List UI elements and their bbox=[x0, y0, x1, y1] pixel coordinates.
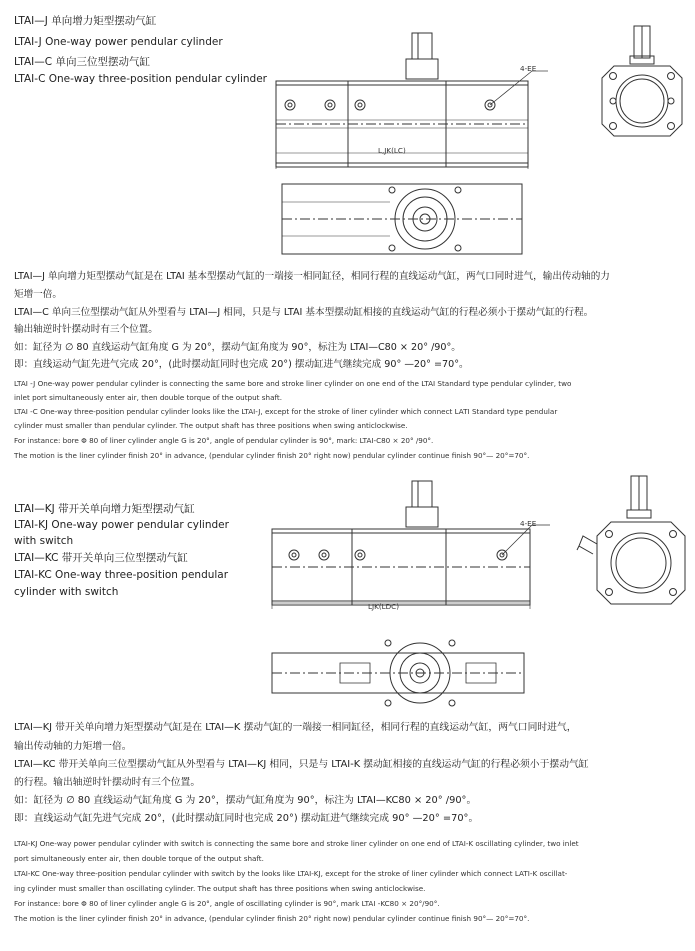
en-line: cylinder must smaller than pendular cylinder. The output shaft has three positions when swing anticlockwise. bbox=[14, 421, 408, 430]
en-line: LTAI-KJ One-way power pendular cylinder with switch is connecting the same bore and stroke liner cylinder on one end of LTAI-K oscillating cylinder, two inlet bbox=[14, 839, 579, 848]
side-view-drawing-1 bbox=[270, 25, 550, 175]
zh-line: LTAI—KJ 带开关单向增力矩型摆动气缸是在 LTAI—K 摆动气缸的一端接一相同缸径，相同行程的直线运动气缸，两气口同时进气， bbox=[14, 722, 577, 733]
title-ltai-kj-en-2: with switch bbox=[14, 535, 74, 547]
title-ltai-kj-zh: LTAI—KJ 带开关单向增力矩型摆动气缸 bbox=[14, 503, 195, 515]
title-ltai-j-en: LTAI-J One-way power pendular cylinder bbox=[14, 36, 223, 48]
zh-line: LTAI—J 单向增力矩型摆动气缸是在 LTAI 基本型摆动气缸的一端接一相同缸径，相同行程的直线运动气缸，两气口同时进气，输出传动轴的力 bbox=[14, 271, 610, 282]
title-ltai-kc-en: LTAI-KC One-way three-position pendular bbox=[14, 569, 229, 581]
zh-line: LTAI—C 单向三位型摆动气缸从外型看与 LTAI—J 相同，只是与 LTAI 基本型摆动缸相接的直线运动气缸的行程必须小于摆动气缸的行程。 bbox=[14, 307, 594, 318]
title-ltai-c-en: LTAI-C One-way three-position pendular cylinder bbox=[14, 73, 267, 85]
en-line: inlet port simultaneously enter air, then double torque of the output shaft. bbox=[14, 393, 282, 402]
length-label-1: L,JK(LC) bbox=[378, 146, 406, 155]
top-view-drawing-1 bbox=[280, 180, 530, 260]
end-view-drawing-1 bbox=[600, 22, 690, 152]
shaft-collar bbox=[406, 59, 438, 79]
zh-line: LTAI—KC 带开关单向三位型摆动气缸从外型看与 LTAI—KJ 相同，只是与 LTAI-K 摆动缸相接的直线运动气缸的行程必须小于摆动气缸 bbox=[14, 759, 589, 770]
ports-label-2: 4-EE bbox=[520, 519, 537, 528]
en-line: LTAI -C One-way three-position pendular cylinder looks like the LTAI-J, except for the stroke of liner cylinder which connect LATI Standard type pendular bbox=[14, 407, 558, 416]
output-shaft bbox=[412, 33, 432, 59]
zh-line: 即：直线运动气缸先进气完成 20°，(此时摆动缸同时也完成 20°) 摆动缸进气继续完成 90° —20° =70°。 bbox=[14, 359, 469, 370]
end-view-drawing-2 bbox=[575, 472, 690, 617]
zh-line: 的行程。输出轴逆时针摆动时有三个位置。 bbox=[14, 777, 201, 788]
en-line: port simultaneously enter air, then double torque of the output shaft. bbox=[14, 854, 264, 863]
en-line: LTAI-KC One-way three-position pendular cylinder with switch by the looks like LTAI-KJ, except for the stroke of liner cylinder which connect LATI-K oscillat- bbox=[14, 869, 568, 878]
en-line: The motion is the liner cylinder finish 20° in advance, (pendular cylinder finish 20° right now) pendular cylinder continue finish 90°— 20°=70°. bbox=[14, 914, 530, 923]
en-line: LTAI -J One-way power pendular cylinder is connecting the same bore and stroke liner cylinder on one end of the LTAI Standard type pendular cylinder, two bbox=[14, 379, 572, 388]
en-line: For instance: bore Φ 80 of liner cylinder angle G is 20°, angle of oscillating cylinder is 90°, mark LTAI -KC80 × 20°/90°. bbox=[14, 899, 440, 908]
title-ltai-c-zh: LTAI—C 单向三位型摆动气缸 bbox=[14, 56, 150, 68]
zh-line: 输出传动轴的力矩增一倍。 bbox=[14, 741, 132, 752]
zh-line: 如：缸径为 ∅ 80 直线运动气缸角度 G 为 20°，摆动气缸角度为 90°，标注为 LTAI—KC80 × 20° /90°。 bbox=[14, 795, 477, 806]
title-ltai-kc-zh: LTAI—KC 带开关单向三位型摆动气缸 bbox=[14, 552, 188, 564]
en-line: For instance: bore Φ 80 of liner cylinder angle G is 20°, angle of pendular cylinder is 90°, mark: LTAI-C80 × 20° /90°. bbox=[14, 436, 434, 445]
ports-label-1: 4-EE bbox=[520, 64, 537, 73]
zh-line: 矩增一倍。 bbox=[14, 289, 62, 300]
zh-line: 输出轴逆时针摆动时有三个位置。 bbox=[14, 324, 158, 335]
zh-line: 如：缸径为 ∅ 80 直线运动气缸角度 G 为 20°，摆动气缸角度为 90°，标注为 LTAI—C80 × 20° /90°。 bbox=[14, 342, 461, 353]
title-ltai-kj-en: LTAI-KJ One-way power pendular cylinder bbox=[14, 519, 229, 531]
top-view-drawing-2 bbox=[270, 633, 530, 713]
zh-line: 即：直线运动气缸先进气完成 20°，(此时摆动缸同时也完成 20°) 摆动缸进气继续完成 90° —20° =70°。 bbox=[14, 813, 479, 824]
title-ltai-kc-en-2: cylinder with switch bbox=[14, 586, 119, 598]
en-line: ing cylinder must smaller than oscillating cylinder. The output shaft has three positions when swing anticlockwise. bbox=[14, 884, 426, 893]
en-line: The motion is the liner cylinder finish 20° in advance, (pendular cylinder finish 20° right now) pendular cylinder continue finish 90°— 20°=70°. bbox=[14, 451, 530, 460]
length-label-2: LJK(LDC) bbox=[368, 602, 400, 611]
title-ltai-j-zh: LTAI—J 单向增力矩型摆动气缸 bbox=[14, 15, 157, 27]
side-view-drawing-2 bbox=[270, 477, 555, 617]
